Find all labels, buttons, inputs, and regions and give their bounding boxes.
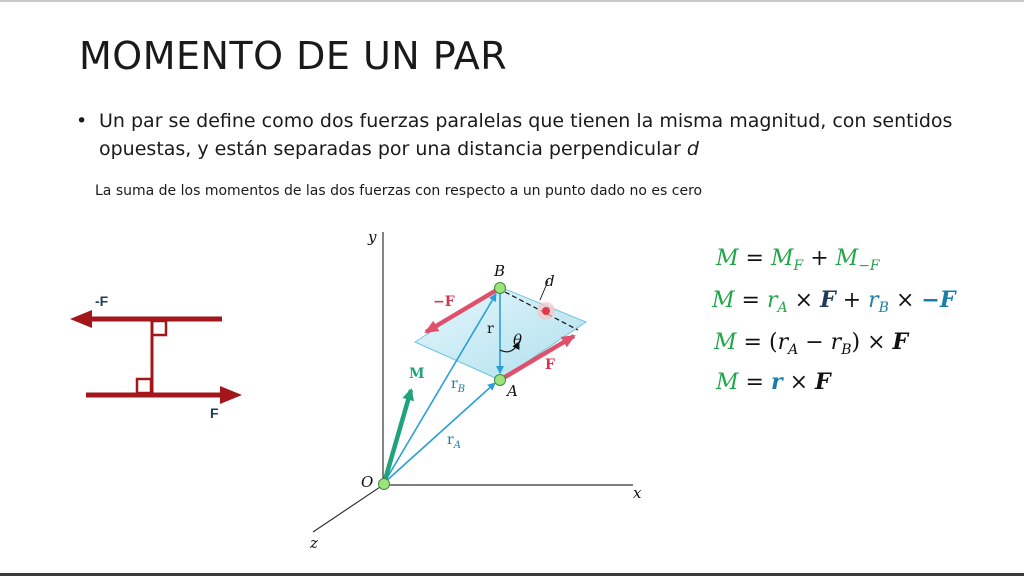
eq2-times2: × — [895, 288, 915, 313]
eq4-r: r — [770, 369, 783, 395]
eq2-equals: = — [741, 288, 760, 313]
x-axis-label: x — [633, 484, 642, 502]
ra-label-main: r — [447, 432, 454, 448]
equation-1 — [716, 246, 880, 274]
eq3-minus: − — [805, 330, 824, 355]
equation-4 — [716, 369, 831, 395]
eq1-mnf: $M_{-F}$ — [835, 246, 880, 274]
eq3-lparen: ( — [768, 330, 778, 355]
bottom-force-label: F — [210, 405, 219, 421]
point-b-label: B — [494, 262, 506, 280]
origin-label: O — [361, 473, 374, 491]
z-axis — [313, 485, 383, 532]
eq3-times: × — [867, 330, 886, 355]
bullet-variable: d — [686, 138, 699, 160]
moment-vector — [385, 390, 411, 480]
eq4-times: × — [789, 370, 808, 395]
eq4-equals: = — [745, 370, 764, 395]
laser-pointer — [542, 307, 550, 315]
eq4-m: M — [716, 370, 739, 395]
eq3-rb: $r_B$ — [830, 330, 852, 358]
eq1-mf: $M_F$ — [770, 246, 804, 274]
eq2-f: F — [820, 287, 836, 313]
eq2-neg-f: −F — [921, 287, 956, 313]
force-label: F — [545, 357, 555, 373]
rb-label — [451, 376, 465, 395]
eq3-m: M — [714, 330, 737, 355]
eq1-equals: = — [745, 246, 764, 271]
bullet-sentence: Un par se define como dos fuerzas paralelas que tienen la misma magnitud, con sentidos opuestas, y están separadas por una distancia perpendicular — [99, 110, 953, 160]
bullet-dot: • — [76, 110, 88, 132]
eq2-plus: + — [842, 288, 862, 313]
eq3-ra: $r_A$ — [777, 330, 799, 358]
y-axis-label: y — [368, 228, 377, 246]
point-o — [379, 479, 390, 490]
ra-label — [447, 432, 461, 451]
eq4-f: F — [815, 369, 831, 395]
neg-force-label: −F — [433, 294, 455, 310]
top-force-label: -F — [95, 293, 109, 309]
eq1-m: M — [716, 246, 739, 271]
theta-label: θ — [513, 331, 523, 349]
rb-label-main: r — [451, 376, 458, 392]
moment-sum-note: La suma de los momentos de las dos fuerzas con respecto a un punto dado no es cero — [95, 183, 703, 199]
point-a — [495, 375, 506, 386]
slide-title: MOMENTO DE UN PAR — [79, 34, 508, 78]
eq1-plus: + — [810, 246, 829, 271]
point-a-label: A — [507, 382, 518, 400]
eq2-rb: $r_B$ — [868, 288, 889, 316]
eq3-equals: = — [743, 330, 762, 355]
eq2-m: M — [712, 288, 735, 313]
z-axis-label: z — [310, 534, 318, 552]
equation-3 — [714, 329, 908, 358]
equation-2 — [712, 287, 955, 316]
rb-label-sub: B — [457, 384, 466, 395]
eq3-rparen: ) — [851, 330, 861, 355]
distance-label: d — [545, 272, 555, 290]
moment-label: M — [409, 366, 425, 382]
eq2-times1: × — [794, 288, 814, 313]
r-label: r — [487, 321, 494, 337]
eq3-f: F — [892, 329, 909, 355]
point-b — [495, 283, 506, 294]
eq2-ra: $r_A$ — [766, 288, 788, 316]
ra-label-sub: A — [453, 440, 461, 451]
